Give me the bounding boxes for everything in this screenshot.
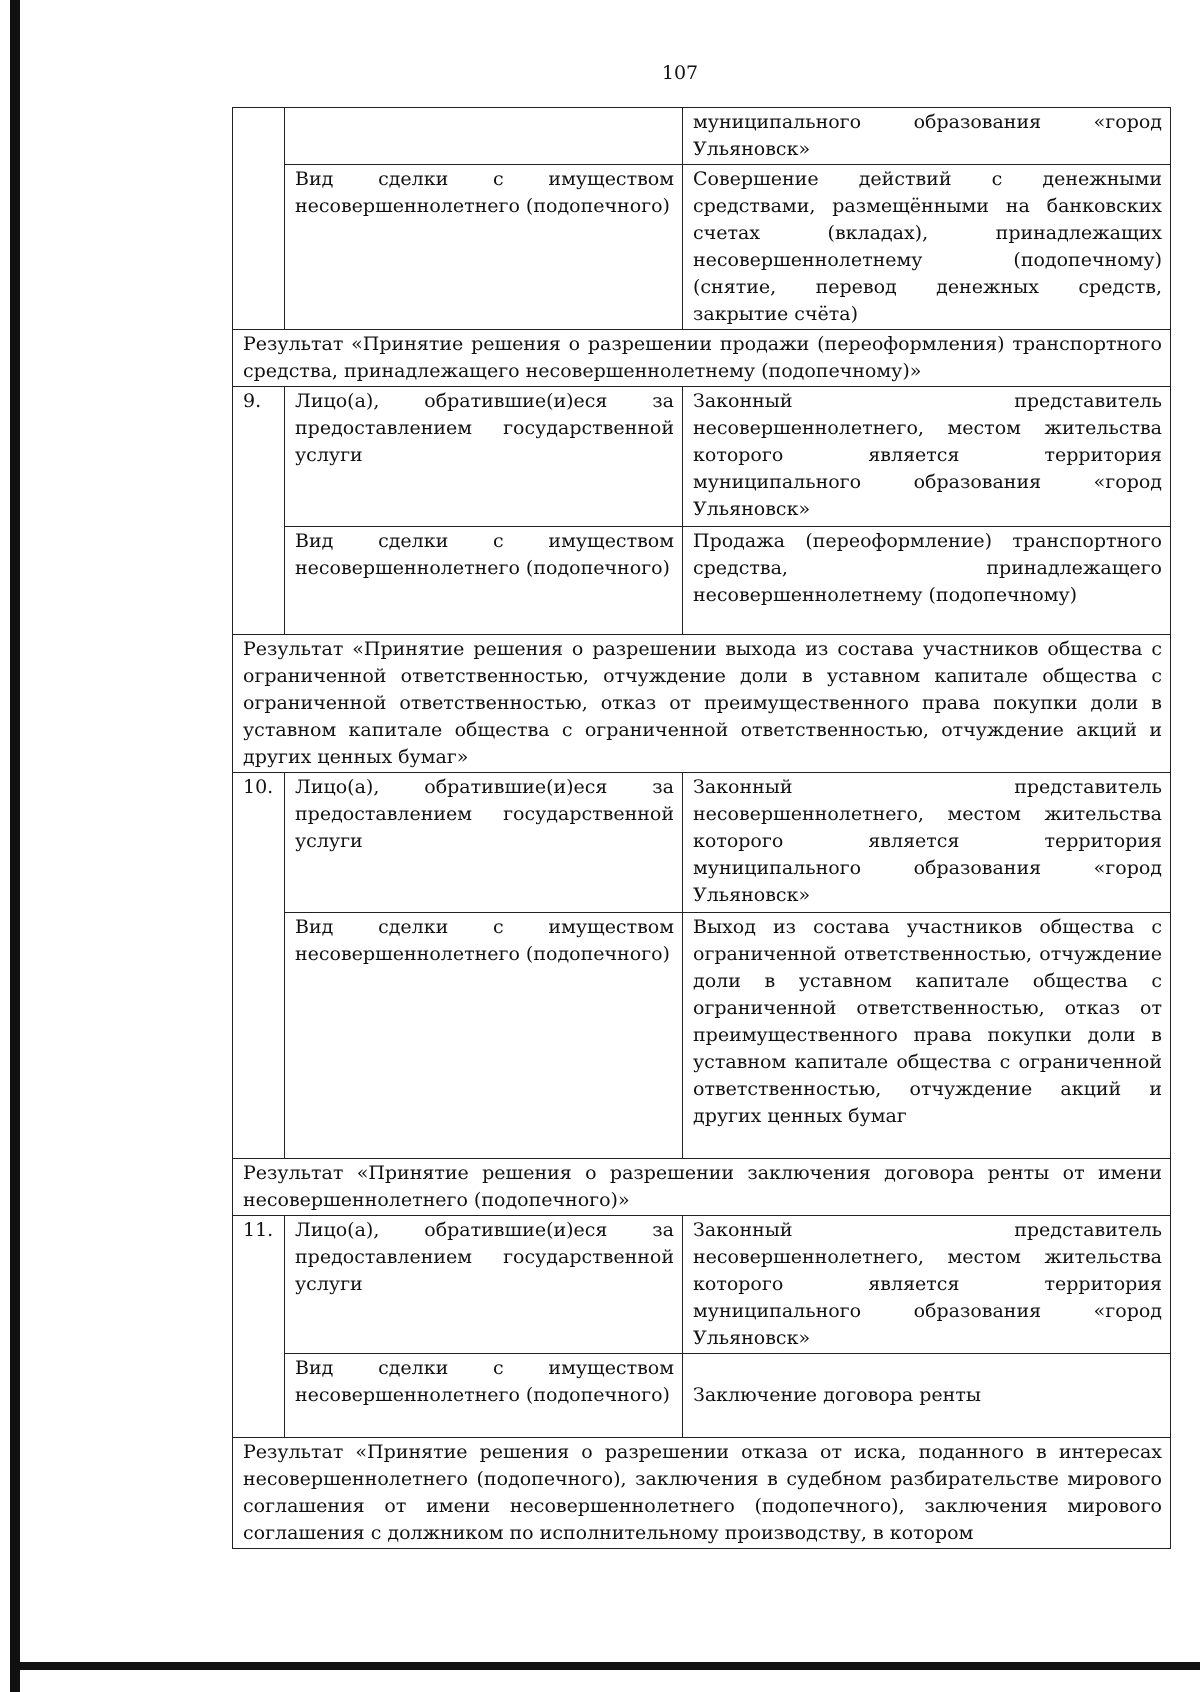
scan-edge-bottom	[10, 1662, 1200, 1670]
row-number: 11.	[233, 1216, 285, 1438]
applicant-label-cell	[285, 108, 683, 165]
result-text: Результат «Принятие решения о разрешении отказа от иска, поданного в интересах несовершеннолетнего (подопечного), заключения в судебном разбирательстве мирового соглашения от имени несовершеннолетнего (подопечного), заключения мирового соглашения с должником по исполнительному производству, в котором	[233, 1438, 1171, 1549]
applicant-value-cell: Законный представитель несовершеннолетнего, местом жительства которого является территория муниципального образования «город Ульяновск»	[683, 1216, 1171, 1354]
row-number: 9.	[233, 387, 285, 635]
deal-value-cell: Совершение действий с денежными средствами, размещёнными на банковских счетах (вкладах), принадлежащих несовершеннолетнему (подопечному) (снятие, перевод денежных средств, закрытие счёта)	[683, 165, 1171, 330]
result-row	[233, 1159, 1171, 1216]
deal-label-cell: Вид сделки с имуществом несовершеннолетнего (подопечного)	[285, 527, 683, 635]
result-row	[233, 1438, 1171, 1549]
deal-label-cell: Вид сделки с имуществом несовершеннолетнего (подопечного)	[285, 913, 683, 1159]
table-row	[233, 165, 1171, 330]
deal-value-cell: Выход из состава участников общества с ограниченной ответственностью, отчуждение доли в уставном капитале общества с ограниченной ответственностью, отказ от преимущественного права покупки доли в уставном капитале общества с ограниченной ответственностью, отчуждение акций и других ценных бумаг	[683, 913, 1171, 1159]
row-number: 10.	[233, 773, 285, 1159]
result-row	[233, 330, 1171, 387]
deal-label-cell: Вид сделки с имуществом несовершеннолетнего (подопечного)	[285, 1354, 683, 1438]
table-row	[233, 387, 1171, 527]
applicant-label-cell: Лицо(а), обратившие(и)еся за предоставлением государственной услуги	[285, 387, 683, 527]
applicant-label-cell: Лицо(а), обратившие(и)еся за предоставлением государственной услуги	[285, 773, 683, 913]
row-number-cell	[233, 108, 285, 330]
table-row	[233, 1216, 1171, 1354]
table-row	[233, 1354, 1171, 1438]
applicant-value-cell: Законный представитель несовершеннолетнего, местом жительства которого является территория муниципального образования «город Ульяновск»	[683, 773, 1171, 913]
table-row	[233, 913, 1171, 1159]
scan-edge-left	[10, 0, 20, 1692]
result-text: Результат «Принятие решения о разрешении заключения договора ренты от имени несовершеннолетнего (подопечного)»	[233, 1159, 1171, 1216]
page-number: 107	[661, 62, 699, 84]
table-row	[233, 108, 1171, 165]
deal-label-cell: Вид сделки с имуществом несовершеннолетнего (подопечного)	[285, 165, 683, 330]
result-text: Результат «Принятие решения о разрешении продажи (переоформления) транспортного средства, принадлежащего несовершеннолетнему (подопечному)»	[233, 330, 1171, 387]
applicant-value-cell: Законный представитель несовершеннолетнего, местом жительства которого является территория муниципального образования «город Ульяновск»	[683, 387, 1171, 527]
table-row	[233, 773, 1171, 913]
services-table	[232, 107, 1171, 1549]
deal-value-cell: Заключение договора ренты	[683, 1354, 1171, 1438]
applicant-label-cell: Лицо(а), обратившие(и)еся за предоставлением государственной услуги	[285, 1216, 683, 1354]
table-row	[233, 527, 1171, 635]
result-row	[233, 635, 1171, 773]
deal-value-cell: Продажа (переоформление) транспортного средства, принадлежащего несовершеннолетнему (подопечному)	[683, 527, 1171, 635]
applicant-value-cell: муниципального образования «город Ульяновск»	[683, 108, 1171, 165]
result-text: Результат «Принятие решения о разрешении выхода из состава участников общества с ограниченной ответственностью, отчуждение доли в уставном капитале общества с ограниченной ответственностью, отказ от преимущественного права покупки доли в уставном капитале общества с ограниченной ответственностью, отчуждение акций и других ценных бумаг»	[233, 635, 1171, 773]
